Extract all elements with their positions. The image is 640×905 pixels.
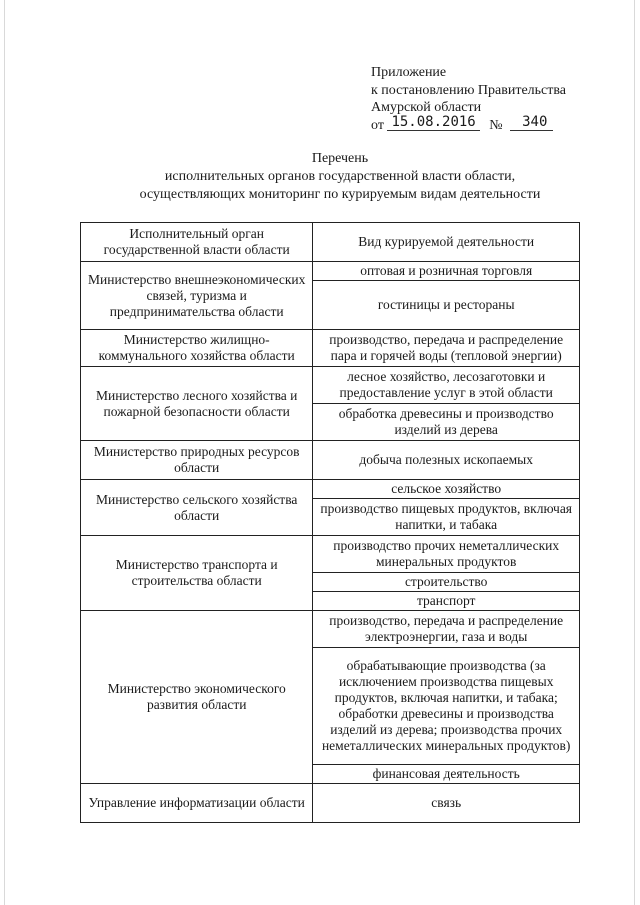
table-row (81, 441, 580, 480)
activity-cell: добыча полезных ископаемых (313, 441, 580, 480)
activity-cell: финансовая деятельность (313, 765, 580, 784)
header-activity-cell: Вид курируемой деятельности (313, 223, 580, 262)
table-row (81, 367, 580, 404)
activity-cell: производство, передача и распределение пара и горячей воды (тепловой энергии) (313, 330, 580, 367)
activity-cell: лесное хозяйство, лесозаготовки и предоставление услуг в этой области (313, 367, 580, 404)
table-row (81, 611, 580, 648)
org-cell: Управление информатизации области (81, 784, 313, 823)
appendix-title: Приложение (371, 65, 447, 80)
title-subline-1: исполнительных органов государственной власти области, (164, 169, 516, 184)
activity-cell: производство пищевых продуктов, включая напитки, и табака (313, 499, 580, 536)
org-cell: Министерство сельского хозяйства области (81, 480, 313, 536)
appendix-date-line (371, 113, 566, 135)
table-row (81, 480, 580, 499)
table-row (81, 262, 580, 281)
org-cell: Министерство жилищно-коммунального хозяйства области (81, 330, 313, 367)
scan-left-edge (4, 0, 5, 905)
activity-cell: обработка древесины и производство изделий из дерева (313, 404, 580, 441)
title-subline-2: осуществляющих мониторинг по курируемым видам деятельности (139, 187, 541, 202)
date-value: 15.08.2016 (387, 115, 479, 131)
org-cell: Министерство лесного хозяйства и пожарной безопасности области (81, 367, 313, 441)
appendix-resolution: к постановлению Правительства (371, 82, 567, 98)
org-cell: Министерство транспорта и строительства области (81, 536, 313, 611)
activity-cell: сельское хозяйство (313, 480, 580, 499)
number-value: 340 (510, 115, 553, 131)
date-prefix: от (371, 117, 384, 133)
org-cell: Министерство внешнеэкономических связей, туризма и предпринимательства области (81, 262, 313, 330)
title-heading: Перечень (311, 151, 369, 166)
appendix-region: Амурской области (371, 100, 482, 115)
activity-cell: производство прочих неметаллических минеральных продуктов (313, 536, 580, 573)
number-sign: № (489, 117, 503, 133)
table-row (81, 536, 580, 573)
org-cell: Министерство экономического развития области (81, 611, 313, 784)
activity-cell: оптовая и розничная торговля (313, 262, 580, 281)
header-org-cell: Исполнительный орган государственной власти области (81, 223, 313, 262)
org-cell: Министерство природных ресурсов области (81, 441, 313, 480)
activity-cell: гостиницы и рестораны (313, 281, 580, 330)
table-row (81, 330, 580, 367)
table-header-row (81, 223, 580, 262)
activity-cell: обрабатывающие производства (за исключением производства пищевых продуктов, включая напитки, и табака; обработки древесины и производства изделий из дерева; производства прочих неметаллических минеральных продуктов) (313, 648, 580, 765)
document-title (80, 150, 600, 204)
activity-cell: строительство (313, 573, 580, 592)
appendix-header (371, 64, 566, 134)
activity-cell: транспорт (313, 592, 580, 611)
monitoring-table (80, 222, 580, 823)
activity-cell: связь (313, 784, 580, 823)
scan-right-edge (634, 0, 635, 905)
activity-cell: производство, передача и распределение электроэнергии, газа и воды (313, 611, 580, 648)
table-row (81, 784, 580, 823)
